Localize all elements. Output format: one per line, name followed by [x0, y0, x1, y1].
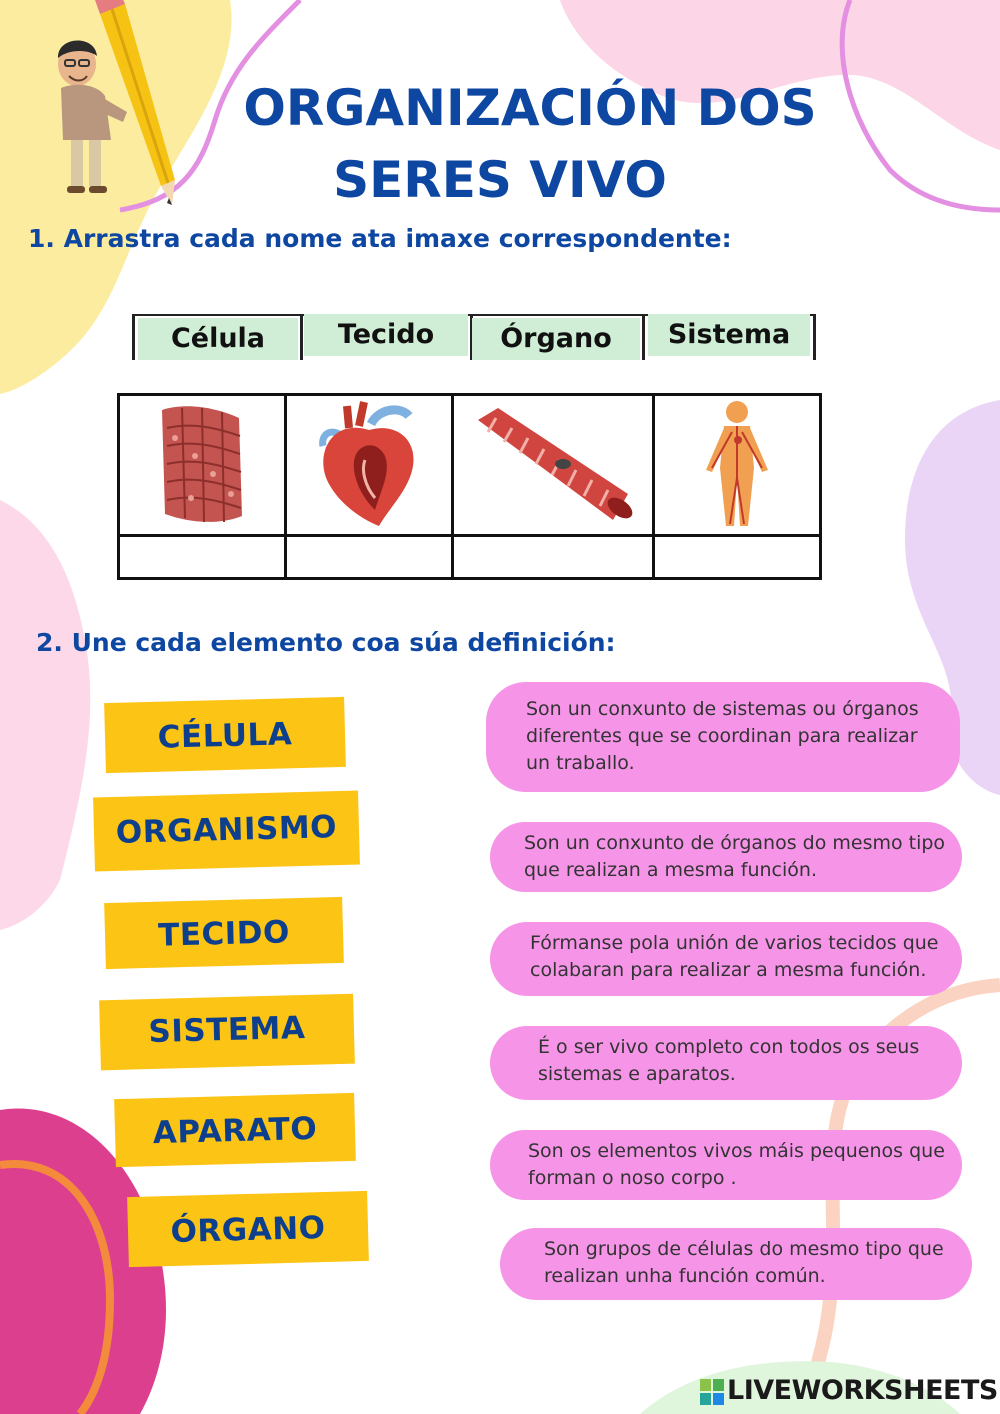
definition-line: Son grupos de células do mesmo tipo que	[544, 1238, 944, 1260]
definition-line: Fórmanse pola unión de varios tecidos que	[530, 932, 939, 954]
definition-5[interactable]	[490, 1130, 962, 1200]
image-table	[117, 393, 822, 580]
brand-text: LIVEWORKSHEETS	[727, 1375, 998, 1406]
term-celula[interactable]: CÉLULA	[104, 697, 346, 773]
drop-zone-4[interactable]	[654, 536, 821, 579]
instruction-1: 1. Arrastra cada nome ata imaxe correspondente:	[28, 224, 732, 253]
image-cell-heart	[286, 395, 453, 536]
heart-organ-icon	[309, 398, 429, 528]
liveworksheets-logo-icon	[700, 1379, 724, 1405]
definition-line: Son un conxunto de órganos do mesmo tipo	[524, 832, 946, 854]
page-title	[200, 72, 840, 216]
word-bank	[132, 314, 816, 360]
drop-zone-3[interactable]	[453, 536, 654, 579]
drop-zone-1[interactable]	[119, 536, 286, 579]
definition-line: Son un conxunto de sistemas ou órganos	[526, 698, 919, 720]
title-line-2: SERES VIVO	[333, 151, 667, 209]
term-organismo[interactable]: ORGANISMO	[93, 791, 360, 872]
word-bank-divider	[813, 314, 816, 360]
word-chip-organo[interactable]: Órgano	[472, 318, 640, 360]
title-line-1: ORGANIZACIÓN DOS	[243, 79, 817, 137]
circulatory-system-icon	[692, 398, 782, 528]
word-bank-divider	[300, 314, 303, 360]
definition-line: que realizan a mesma función.	[524, 859, 817, 881]
drop-zone-2[interactable]	[286, 536, 453, 579]
term-organo[interactable]: ÓRGANO	[127, 1191, 369, 1267]
term-aparato[interactable]: APARATO	[114, 1093, 356, 1167]
image-cell-tissue	[119, 395, 286, 536]
cartoon-man-icon	[58, 40, 127, 193]
liveworksheets-brand	[700, 1375, 998, 1406]
blood-vessel-icon	[468, 398, 638, 528]
pink-blob-left	[0, 500, 90, 930]
image-cell-system	[654, 395, 821, 536]
word-chip-tecido[interactable]: Tecido	[304, 314, 468, 356]
word-chip-celula[interactable]: Célula	[138, 318, 298, 360]
definition-line: diferentes que se coordinan para realizar	[526, 725, 918, 747]
definition-line: colabaran para realizar a mesma función.	[530, 959, 927, 981]
definition-line: un traballo.	[526, 752, 635, 774]
muscle-tissue-icon	[147, 398, 257, 528]
instruction-2: 2. Une cada elemento coa súa definición:	[36, 628, 616, 657]
definition-3[interactable]	[490, 922, 962, 996]
definition-4[interactable]	[490, 1026, 962, 1100]
image-cell-vessel	[453, 395, 654, 536]
word-bank-divider	[642, 314, 645, 360]
definition-2[interactable]	[490, 822, 962, 892]
word-chip-sistema[interactable]: Sistema	[648, 314, 810, 356]
word-bank-divider	[132, 314, 135, 360]
definition-6[interactable]	[500, 1228, 972, 1300]
definition-line: sistemas e aparatos.	[538, 1063, 736, 1085]
definition-line: É o ser vivo completo con todos os seus	[538, 1036, 920, 1058]
definition-line: forman o noso corpo .	[528, 1167, 737, 1189]
term-tecido[interactable]: TECIDO	[104, 897, 344, 969]
definition-1[interactable]	[486, 682, 960, 792]
definition-line: Son os elementos vivos máis pequenos que	[528, 1140, 945, 1162]
definition-line: realizan unha función común.	[544, 1265, 826, 1287]
term-sistema[interactable]: SISTEMA	[99, 994, 355, 1071]
